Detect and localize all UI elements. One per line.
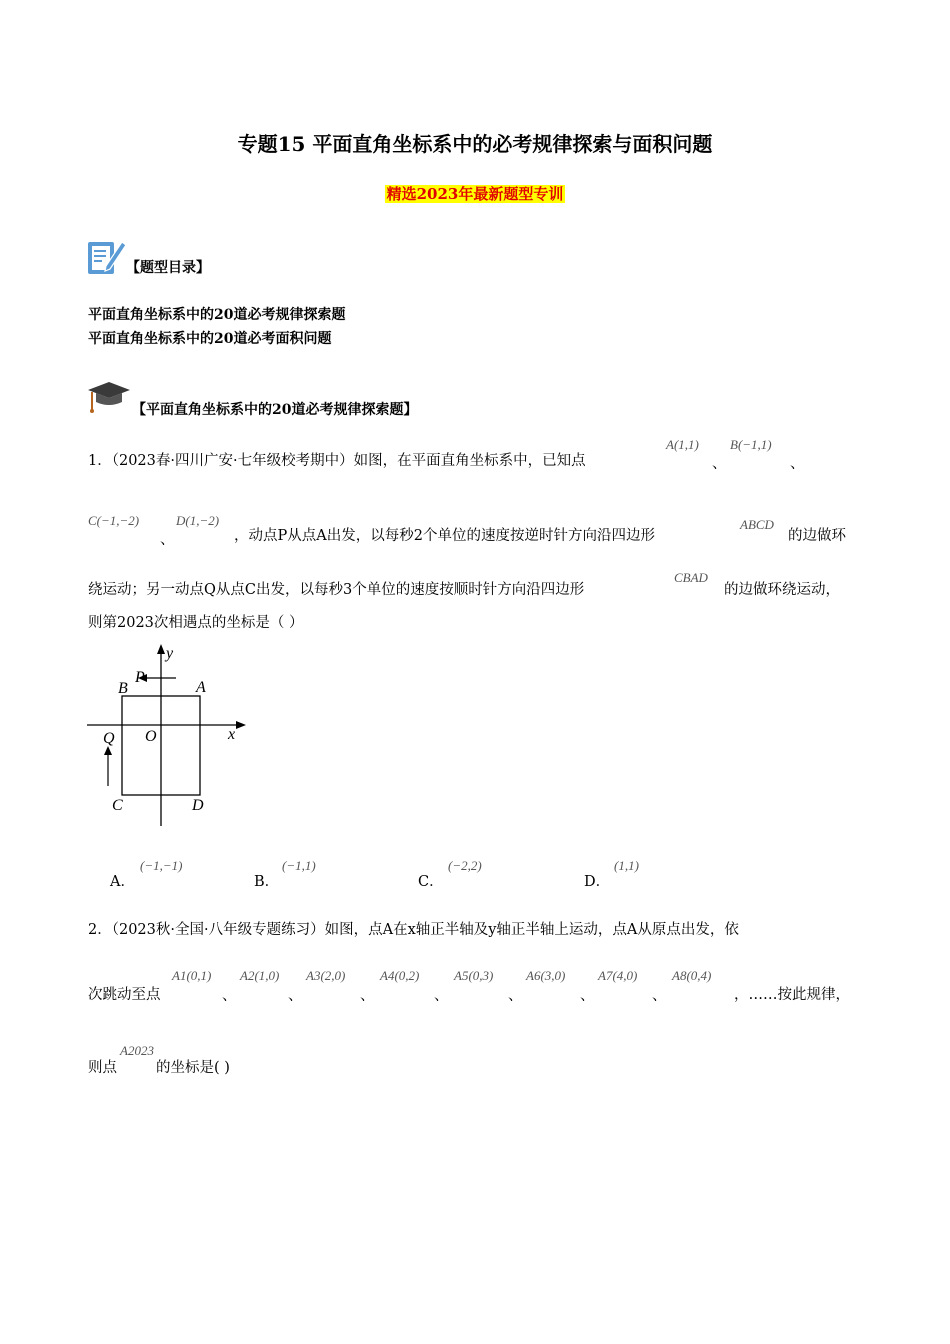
option-a-label[interactable]: A．: [110, 874, 135, 890]
q2-point-a6: A6(3,0): [526, 968, 566, 983]
q2-separator: 、: [508, 988, 523, 1004]
q1-line2-text: ，动点P从点A出发，以每秒2个单位的速度按逆时针方向沿四边形: [234, 528, 655, 544]
graduation-cap-icon: [86, 380, 132, 414]
q1-line3-text: 绕运动；另一动点Q从点C出发，以每秒3个单位的速度按顺时针方向沿四边形: [88, 582, 585, 598]
label-c: C: [112, 797, 123, 814]
label-b: B: [118, 680, 128, 697]
q2-line3-end: 的坐标是( ): [156, 1060, 230, 1076]
q2-line2-start: 次跳动至点: [88, 987, 161, 1003]
q1-line1: 1．（2023春·四川广安·七年级校考期中）如图，在平面直角坐标系中，已知点: [88, 453, 586, 469]
q1-quad-cbad: CBAD: [674, 570, 708, 585]
q-arrow-head: [104, 746, 112, 755]
y-axis-arrow: [157, 644, 165, 654]
label-q: Q: [103, 730, 115, 747]
page-subtitle: [0, 183, 950, 204]
section-heading-regularity: 【平面直角坐标系中的20道必考规律探索题】: [132, 402, 418, 418]
q1-point-c: C(−1,−2): [88, 513, 140, 528]
q2-line1: 2．（2023秋·全国·八年级专题练习）如图，点A在x轴正半轴及y轴正半轴上运动，点A从原点出发，依: [88, 922, 739, 938]
label-p: P: [135, 669, 145, 686]
q2-line2-end: ，……按此规律，: [734, 987, 850, 1003]
q2-separator: 、: [288, 988, 303, 1004]
x-axis-arrow: [236, 721, 246, 729]
q2-separator: 、: [652, 988, 667, 1004]
option-b-value[interactable]: (−1,1): [282, 858, 316, 873]
q1-point-a: A(1,1): [666, 437, 699, 452]
option-a-value[interactable]: (−1,−1): [140, 858, 183, 873]
q2-point-a1: A1(0,1): [172, 968, 212, 983]
toc-heading: 【题型目录】: [126, 260, 210, 276]
q1-line3-end: 的边做环绕运动，: [724, 582, 840, 598]
page-title: 专题15 平面直角坐标系中的必考规律探索与面积问题: [237, 132, 713, 156]
q2-separator: 、: [580, 988, 595, 1004]
q2-point-a2023: A2023: [120, 1043, 154, 1058]
q1-coordinate-figure: [84, 640, 254, 830]
label-o: O: [145, 728, 157, 745]
q1-separator: 、: [790, 456, 805, 472]
label-d: D: [192, 797, 204, 814]
option-c-value[interactable]: (−2,2): [448, 858, 482, 873]
q1-point-d: D(1,−2): [176, 513, 220, 528]
label-y: y: [166, 645, 174, 662]
option-c-label[interactable]: C．: [418, 874, 444, 890]
q1-separator: 、: [712, 456, 727, 472]
toc-item-area[interactable]: 平面直角坐标系中的20道必考面积问题: [88, 331, 332, 347]
q2-separator: 、: [434, 988, 449, 1004]
q2-point-a7: A7(4,0): [598, 968, 638, 983]
option-d-label[interactable]: D．: [584, 874, 611, 890]
option-b-label[interactable]: B．: [254, 874, 280, 890]
subtitle-highlight: 精选2023年最新题型专训: [386, 185, 564, 203]
label-a: A: [196, 679, 206, 696]
label-x: x: [228, 726, 236, 743]
q1-point-b: B(−1,1): [730, 437, 772, 452]
q2-line3-start: 则点: [88, 1060, 117, 1076]
option-d-value[interactable]: (1,1): [614, 858, 639, 873]
q2-separator: 、: [222, 988, 237, 1004]
q2-point-a5: A5(0,3): [454, 968, 494, 983]
q2-point-a2: A2(1,0): [240, 968, 280, 983]
q1-line4: 则第2023次相遇点的坐标是（ ）: [88, 615, 304, 631]
q2-point-a3: A3(2,0): [306, 968, 346, 983]
q2-point-a4: A4(0,2): [380, 968, 420, 983]
toc-item-regularity[interactable]: 平面直角坐标系中的20道必考规律探索题: [88, 307, 346, 323]
q1-quad-abcd: ABCD: [740, 517, 774, 532]
q2-point-a8: A8(0,4): [672, 968, 712, 983]
q1-line2-end: 的边做环: [788, 528, 846, 544]
q1-separator: 、: [160, 532, 175, 548]
notepad-pencil-icon: [86, 236, 128, 278]
q2-separator: 、: [360, 988, 375, 1004]
